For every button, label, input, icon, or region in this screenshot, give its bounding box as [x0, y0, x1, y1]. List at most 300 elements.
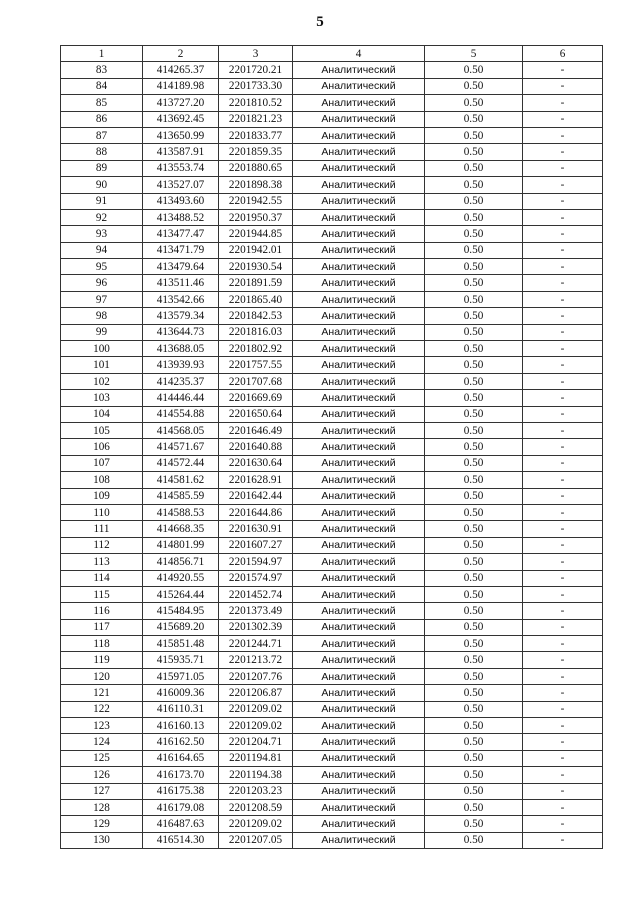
accuracy-cell: 0.50 [425, 603, 523, 619]
method-cell: Аналитический [293, 455, 425, 471]
method-cell: Аналитический [293, 619, 425, 635]
accuracy-cell: 0.50 [425, 373, 523, 389]
method-cell: Аналитический [293, 373, 425, 389]
y-coordinate-cell: 2201802.92 [219, 341, 293, 357]
x-coordinate-cell: 413650.99 [143, 127, 219, 143]
x-coordinate-cell: 416179.08 [143, 799, 219, 815]
y-coordinate-cell: 2201898.38 [219, 177, 293, 193]
point-number-cell: 84 [61, 78, 143, 94]
note-cell: - [523, 734, 603, 750]
x-coordinate-cell: 413553.74 [143, 160, 219, 176]
method-cell: Аналитический [293, 209, 425, 225]
table-row [61, 537, 603, 553]
note-cell: - [523, 832, 603, 848]
table-row [61, 636, 603, 652]
note-cell: - [523, 193, 603, 209]
note-cell: - [523, 259, 603, 275]
accuracy-cell: 0.50 [425, 488, 523, 504]
y-coordinate-cell: 2201302.39 [219, 619, 293, 635]
method-cell: Аналитический [293, 488, 425, 504]
table-header-row [61, 46, 603, 62]
point-number-cell: 91 [61, 193, 143, 209]
accuracy-cell: 0.50 [425, 668, 523, 684]
method-cell: Аналитический [293, 570, 425, 586]
method-cell: Аналитический [293, 783, 425, 799]
accuracy-cell: 0.50 [425, 783, 523, 799]
y-coordinate-cell: 2201816.03 [219, 324, 293, 340]
table-row [61, 177, 603, 193]
header-cell: 2 [143, 46, 219, 62]
point-number-cell: 123 [61, 718, 143, 734]
point-number-cell: 113 [61, 554, 143, 570]
y-coordinate-cell: 2201244.71 [219, 636, 293, 652]
accuracy-cell: 0.50 [425, 636, 523, 652]
point-number-cell: 108 [61, 472, 143, 488]
y-coordinate-cell: 2201880.65 [219, 160, 293, 176]
table-row [61, 554, 603, 570]
table-row [61, 144, 603, 160]
note-cell: - [523, 160, 603, 176]
point-number-cell: 90 [61, 177, 143, 193]
accuracy-cell: 0.50 [425, 504, 523, 520]
note-cell: - [523, 619, 603, 635]
x-coordinate-cell: 414265.37 [143, 62, 219, 78]
point-number-cell: 85 [61, 95, 143, 111]
table-row [61, 390, 603, 406]
table-row [61, 570, 603, 586]
accuracy-cell: 0.50 [425, 259, 523, 275]
note-cell: - [523, 422, 603, 438]
y-coordinate-cell: 2201842.53 [219, 308, 293, 324]
method-cell: Аналитический [293, 652, 425, 668]
y-coordinate-cell: 2201207.05 [219, 832, 293, 848]
header-cell: 6 [523, 46, 603, 62]
table-row [61, 160, 603, 176]
x-coordinate-cell: 413644.73 [143, 324, 219, 340]
table-row [61, 193, 603, 209]
method-cell: Аналитический [293, 127, 425, 143]
header-cell: 5 [425, 46, 523, 62]
note-cell: - [523, 537, 603, 553]
note-cell: - [523, 701, 603, 717]
x-coordinate-cell: 413727.20 [143, 95, 219, 111]
method-cell: Аналитический [293, 586, 425, 602]
accuracy-cell: 0.50 [425, 341, 523, 357]
accuracy-cell: 0.50 [425, 226, 523, 242]
point-number-cell: 121 [61, 685, 143, 701]
point-number-cell: 125 [61, 750, 143, 766]
y-coordinate-cell: 2201194.38 [219, 767, 293, 783]
table-row [61, 341, 603, 357]
accuracy-cell: 0.50 [425, 390, 523, 406]
point-number-cell: 83 [61, 62, 143, 78]
table-row [61, 701, 603, 717]
method-cell: Аналитический [293, 242, 425, 258]
note-cell: - [523, 127, 603, 143]
x-coordinate-cell: 413688.05 [143, 341, 219, 357]
method-cell: Аналитический [293, 275, 425, 291]
method-cell: Аналитический [293, 324, 425, 340]
method-cell: Аналитический [293, 341, 425, 357]
accuracy-cell: 0.50 [425, 127, 523, 143]
accuracy-cell: 0.50 [425, 685, 523, 701]
table-body [61, 62, 603, 849]
x-coordinate-cell: 414588.53 [143, 504, 219, 520]
point-number-cell: 124 [61, 734, 143, 750]
y-coordinate-cell: 2201650.64 [219, 406, 293, 422]
method-cell: Аналитический [293, 472, 425, 488]
method-cell: Аналитический [293, 95, 425, 111]
y-coordinate-cell: 2201859.35 [219, 144, 293, 160]
note-cell: - [523, 78, 603, 94]
accuracy-cell: 0.50 [425, 144, 523, 160]
accuracy-cell: 0.50 [425, 242, 523, 258]
accuracy-cell: 0.50 [425, 718, 523, 734]
accuracy-cell: 0.50 [425, 291, 523, 307]
y-coordinate-cell: 2201930.54 [219, 259, 293, 275]
table-row [61, 472, 603, 488]
note-cell: - [523, 685, 603, 701]
y-coordinate-cell: 2201810.52 [219, 95, 293, 111]
x-coordinate-cell: 413479.64 [143, 259, 219, 275]
method-cell: Аналитический [293, 177, 425, 193]
accuracy-cell: 0.50 [425, 209, 523, 225]
note-cell: - [523, 472, 603, 488]
note-cell: - [523, 816, 603, 832]
note-cell: - [523, 324, 603, 340]
accuracy-cell: 0.50 [425, 275, 523, 291]
point-number-cell: 129 [61, 816, 143, 832]
note-cell: - [523, 242, 603, 258]
x-coordinate-cell: 416160.13 [143, 718, 219, 734]
table-row [61, 488, 603, 504]
accuracy-cell: 0.50 [425, 570, 523, 586]
table-row [61, 652, 603, 668]
accuracy-cell: 0.50 [425, 111, 523, 127]
table-row [61, 750, 603, 766]
y-coordinate-cell: 2201628.91 [219, 472, 293, 488]
x-coordinate-cell: 413692.45 [143, 111, 219, 127]
header-cell: 3 [219, 46, 293, 62]
header-cell: 1 [61, 46, 143, 62]
accuracy-cell: 0.50 [425, 521, 523, 537]
y-coordinate-cell: 2201891.59 [219, 275, 293, 291]
table-row [61, 734, 603, 750]
accuracy-cell: 0.50 [425, 537, 523, 553]
x-coordinate-cell: 414856.71 [143, 554, 219, 570]
y-coordinate-cell: 2201207.76 [219, 668, 293, 684]
y-coordinate-cell: 2201607.27 [219, 537, 293, 553]
x-coordinate-cell: 413471.79 [143, 242, 219, 258]
accuracy-cell: 0.50 [425, 406, 523, 422]
note-cell: - [523, 209, 603, 225]
note-cell: - [523, 406, 603, 422]
table-row [61, 62, 603, 78]
point-number-cell: 89 [61, 160, 143, 176]
note-cell: - [523, 603, 603, 619]
x-coordinate-cell: 414235.37 [143, 373, 219, 389]
note-cell: - [523, 291, 603, 307]
table-row [61, 718, 603, 734]
x-coordinate-cell: 413579.34 [143, 308, 219, 324]
x-coordinate-cell: 414668.35 [143, 521, 219, 537]
y-coordinate-cell: 2201574.97 [219, 570, 293, 586]
point-number-cell: 100 [61, 341, 143, 357]
point-number-cell: 93 [61, 226, 143, 242]
note-cell: - [523, 668, 603, 684]
accuracy-cell: 0.50 [425, 160, 523, 176]
point-number-cell: 126 [61, 767, 143, 783]
note-cell: - [523, 95, 603, 111]
table-row [61, 275, 603, 291]
accuracy-cell: 0.50 [425, 308, 523, 324]
method-cell: Аналитический [293, 832, 425, 848]
note-cell: - [523, 373, 603, 389]
method-cell: Аналитический [293, 357, 425, 373]
accuracy-cell: 0.50 [425, 799, 523, 815]
accuracy-cell: 0.50 [425, 472, 523, 488]
point-number-cell: 99 [61, 324, 143, 340]
y-coordinate-cell: 2201646.49 [219, 422, 293, 438]
y-coordinate-cell: 2201707.68 [219, 373, 293, 389]
y-coordinate-cell: 2201194.81 [219, 750, 293, 766]
note-cell: - [523, 357, 603, 373]
x-coordinate-cell: 416173.70 [143, 767, 219, 783]
note-cell: - [523, 488, 603, 504]
method-cell: Аналитический [293, 62, 425, 78]
accuracy-cell: 0.50 [425, 193, 523, 209]
method-cell: Аналитический [293, 144, 425, 160]
table-row [61, 685, 603, 701]
table-row [61, 455, 603, 471]
x-coordinate-cell: 416009.36 [143, 685, 219, 701]
y-coordinate-cell: 2201944.85 [219, 226, 293, 242]
point-number-cell: 127 [61, 783, 143, 799]
note-cell: - [523, 750, 603, 766]
method-cell: Аналитический [293, 537, 425, 553]
note-cell: - [523, 570, 603, 586]
method-cell: Аналитический [293, 685, 425, 701]
table-row [61, 767, 603, 783]
table-row [61, 127, 603, 143]
accuracy-cell: 0.50 [425, 767, 523, 783]
point-number-cell: 120 [61, 668, 143, 684]
method-cell: Аналитический [293, 603, 425, 619]
method-cell: Аналитический [293, 406, 425, 422]
x-coordinate-cell: 416514.30 [143, 832, 219, 848]
table-row [61, 521, 603, 537]
x-coordinate-cell: 413587.91 [143, 144, 219, 160]
point-number-cell: 94 [61, 242, 143, 258]
note-cell: - [523, 177, 603, 193]
accuracy-cell: 0.50 [425, 701, 523, 717]
method-cell: Аналитический [293, 78, 425, 94]
note-cell: - [523, 455, 603, 471]
x-coordinate-cell: 413477.47 [143, 226, 219, 242]
method-cell: Аналитический [293, 767, 425, 783]
note-cell: - [523, 439, 603, 455]
table-row [61, 422, 603, 438]
x-coordinate-cell: 413939.93 [143, 357, 219, 373]
y-coordinate-cell: 2201669.69 [219, 390, 293, 406]
point-number-cell: 110 [61, 504, 143, 520]
table-row [61, 816, 603, 832]
method-cell: Аналитический [293, 111, 425, 127]
point-number-cell: 109 [61, 488, 143, 504]
point-number-cell: 92 [61, 209, 143, 225]
method-cell: Аналитический [293, 636, 425, 652]
table-row [61, 373, 603, 389]
x-coordinate-cell: 414189.98 [143, 78, 219, 94]
note-cell: - [523, 390, 603, 406]
y-coordinate-cell: 2201942.55 [219, 193, 293, 209]
x-coordinate-cell: 415264.44 [143, 586, 219, 602]
x-coordinate-cell: 413511.46 [143, 275, 219, 291]
table-row [61, 783, 603, 799]
x-coordinate-cell: 414554.88 [143, 406, 219, 422]
accuracy-cell: 0.50 [425, 78, 523, 94]
accuracy-cell: 0.50 [425, 324, 523, 340]
table-row [61, 603, 603, 619]
method-cell: Аналитический [293, 422, 425, 438]
point-number-cell: 117 [61, 619, 143, 635]
y-coordinate-cell: 2201594.97 [219, 554, 293, 570]
point-number-cell: 102 [61, 373, 143, 389]
method-cell: Аналитический [293, 160, 425, 176]
x-coordinate-cell: 413527.07 [143, 177, 219, 193]
y-coordinate-cell: 2201640.88 [219, 439, 293, 455]
point-number-cell: 96 [61, 275, 143, 291]
note-cell: - [523, 62, 603, 78]
point-number-cell: 118 [61, 636, 143, 652]
table-row [61, 78, 603, 94]
point-number-cell: 119 [61, 652, 143, 668]
table-row [61, 357, 603, 373]
x-coordinate-cell: 415851.48 [143, 636, 219, 652]
x-coordinate-cell: 413542.66 [143, 291, 219, 307]
accuracy-cell: 0.50 [425, 357, 523, 373]
point-number-cell: 106 [61, 439, 143, 455]
method-cell: Аналитический [293, 799, 425, 815]
y-coordinate-cell: 2201833.77 [219, 127, 293, 143]
note-cell: - [523, 275, 603, 291]
point-number-cell: 107 [61, 455, 143, 471]
y-coordinate-cell: 2201630.91 [219, 521, 293, 537]
point-number-cell: 97 [61, 291, 143, 307]
table-row [61, 95, 603, 111]
x-coordinate-cell: 416164.65 [143, 750, 219, 766]
point-number-cell: 130 [61, 832, 143, 848]
method-cell: Аналитический [293, 390, 425, 406]
point-number-cell: 111 [61, 521, 143, 537]
note-cell: - [523, 504, 603, 520]
header-cell: 4 [293, 46, 425, 62]
point-number-cell: 95 [61, 259, 143, 275]
point-number-cell: 114 [61, 570, 143, 586]
x-coordinate-cell: 416110.31 [143, 701, 219, 717]
method-cell: Аналитический [293, 718, 425, 734]
x-coordinate-cell: 414585.59 [143, 488, 219, 504]
table-row [61, 242, 603, 258]
point-number-cell: 128 [61, 799, 143, 815]
method-cell: Аналитический [293, 259, 425, 275]
table-row [61, 226, 603, 242]
method-cell: Аналитический [293, 701, 425, 717]
y-coordinate-cell: 2201865.40 [219, 291, 293, 307]
method-cell: Аналитический [293, 816, 425, 832]
note-cell: - [523, 308, 603, 324]
method-cell: Аналитический [293, 193, 425, 209]
x-coordinate-cell: 415484.95 [143, 603, 219, 619]
table-row [61, 324, 603, 340]
y-coordinate-cell: 2201950.37 [219, 209, 293, 225]
note-cell: - [523, 636, 603, 652]
method-cell: Аналитический [293, 291, 425, 307]
note-cell: - [523, 767, 603, 783]
accuracy-cell: 0.50 [425, 586, 523, 602]
accuracy-cell: 0.50 [425, 455, 523, 471]
table-row [61, 259, 603, 275]
accuracy-cell: 0.50 [425, 734, 523, 750]
table-row [61, 406, 603, 422]
y-coordinate-cell: 2201642.44 [219, 488, 293, 504]
accuracy-cell: 0.50 [425, 439, 523, 455]
method-cell: Аналитический [293, 554, 425, 570]
note-cell: - [523, 111, 603, 127]
point-number-cell: 104 [61, 406, 143, 422]
x-coordinate-cell: 414568.05 [143, 422, 219, 438]
x-coordinate-cell: 415971.05 [143, 668, 219, 684]
point-number-cell: 116 [61, 603, 143, 619]
y-coordinate-cell: 2201203.23 [219, 783, 293, 799]
x-coordinate-cell: 414920.55 [143, 570, 219, 586]
accuracy-cell: 0.50 [425, 619, 523, 635]
y-coordinate-cell: 2201209.02 [219, 701, 293, 717]
y-coordinate-cell: 2201204.71 [219, 734, 293, 750]
y-coordinate-cell: 2201720.21 [219, 62, 293, 78]
y-coordinate-cell: 2201644.86 [219, 504, 293, 520]
method-cell: Аналитический [293, 308, 425, 324]
point-number-cell: 103 [61, 390, 143, 406]
y-coordinate-cell: 2201757.55 [219, 357, 293, 373]
note-cell: - [523, 144, 603, 160]
point-number-cell: 86 [61, 111, 143, 127]
note-cell: - [523, 586, 603, 602]
x-coordinate-cell: 414581.62 [143, 472, 219, 488]
accuracy-cell: 0.50 [425, 652, 523, 668]
x-coordinate-cell: 414571.67 [143, 439, 219, 455]
coordinates-table [60, 45, 603, 849]
page-number: 5 [316, 14, 324, 30]
table-row [61, 832, 603, 848]
table-row [61, 586, 603, 602]
accuracy-cell: 0.50 [425, 832, 523, 848]
table-row [61, 439, 603, 455]
method-cell: Аналитический [293, 504, 425, 520]
point-number-cell: 122 [61, 701, 143, 717]
table-row [61, 619, 603, 635]
table-row [61, 291, 603, 307]
accuracy-cell: 0.50 [425, 62, 523, 78]
point-number-cell: 98 [61, 308, 143, 324]
point-number-cell: 88 [61, 144, 143, 160]
note-cell: - [523, 783, 603, 799]
y-coordinate-cell: 2201373.49 [219, 603, 293, 619]
method-cell: Аналитический [293, 750, 425, 766]
note-cell: - [523, 554, 603, 570]
x-coordinate-cell: 415689.20 [143, 619, 219, 635]
y-coordinate-cell: 2201942.01 [219, 242, 293, 258]
